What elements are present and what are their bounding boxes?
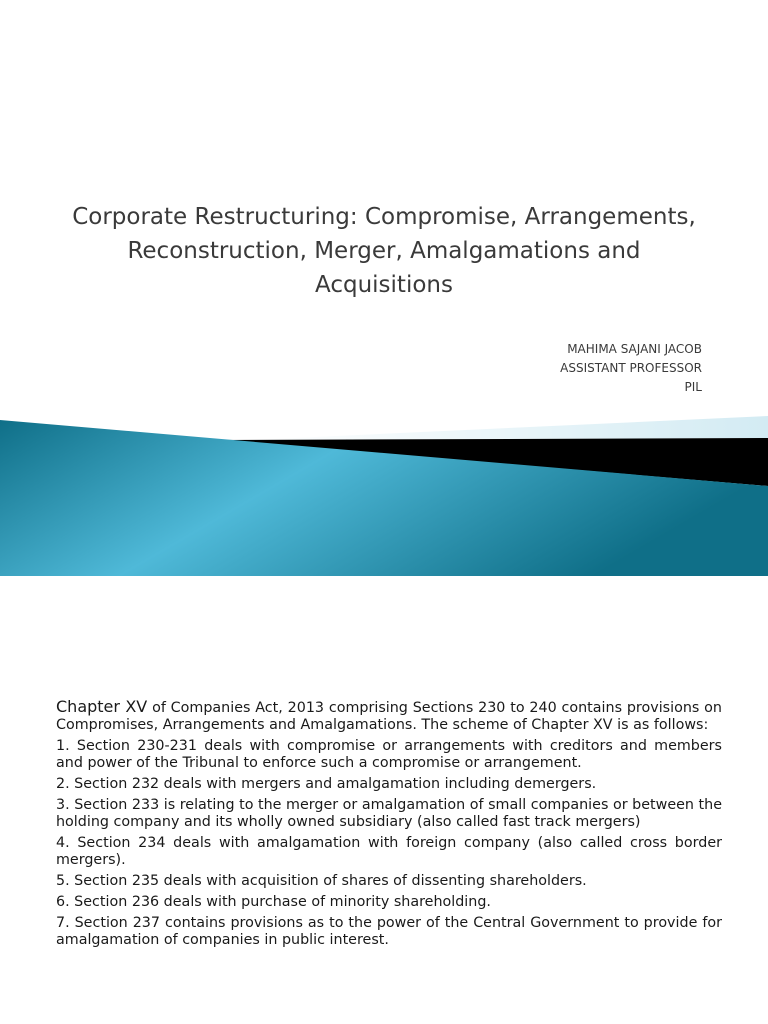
list-item: 5. Section 235 deals with acquisition of shares of dissenting shareholders. — [56, 873, 587, 889]
list-item: 2. Section 232 deals with mergers and amalgamation including demergers. — [56, 776, 597, 792]
section-list — [56, 738, 722, 949]
author-role: ASSISTANT PROFESSOR — [560, 361, 702, 375]
chapter-heading: Chapter XV — [56, 697, 148, 716]
author-org: PIL — [684, 380, 702, 394]
slide-title: Corporate Restructuring: Compromise, Arrangements, Reconstruction, Merger, Amalgamations and Acquisitions — [72, 204, 696, 298]
intro-paragraph — [56, 698, 722, 734]
body-text — [56, 698, 722, 953]
author-block — [560, 340, 702, 397]
list-item: 6. Section 236 deals with purchase of minority shareholding. — [56, 894, 491, 910]
list-item: 1. Section 230-231 deals with compromise or arrangements with creditors and members and power of the Tribunal to enforce such a compromise or arrangement. — [56, 738, 722, 771]
decorative-band — [0, 396, 768, 576]
content-slide — [0, 576, 768, 1024]
author-name: MAHIMA SAJANI JACOB — [567, 342, 702, 356]
list-item: 3. Section 233 is relating to the merger or amalgamation of small companies or between the holding company and its wholly owned subsidiary (also called fast track mergers) — [56, 797, 722, 830]
intro-text: of Companies Act, 2013 comprising Sections 230 to 240 contains provisions on Compromises, Arrangements and Amalgamations. The scheme of Chapter XV is as follows: — [56, 700, 722, 733]
list-item: 7. Section 237 contains provisions as to the power of the Central Government to provide for amalgamation of companies in public interest. — [56, 915, 722, 948]
pale-wedge — [250, 416, 768, 440]
list-item: 4. Section 234 deals with amalgamation with foreign company (also called cross border mergers). — [56, 835, 722, 868]
